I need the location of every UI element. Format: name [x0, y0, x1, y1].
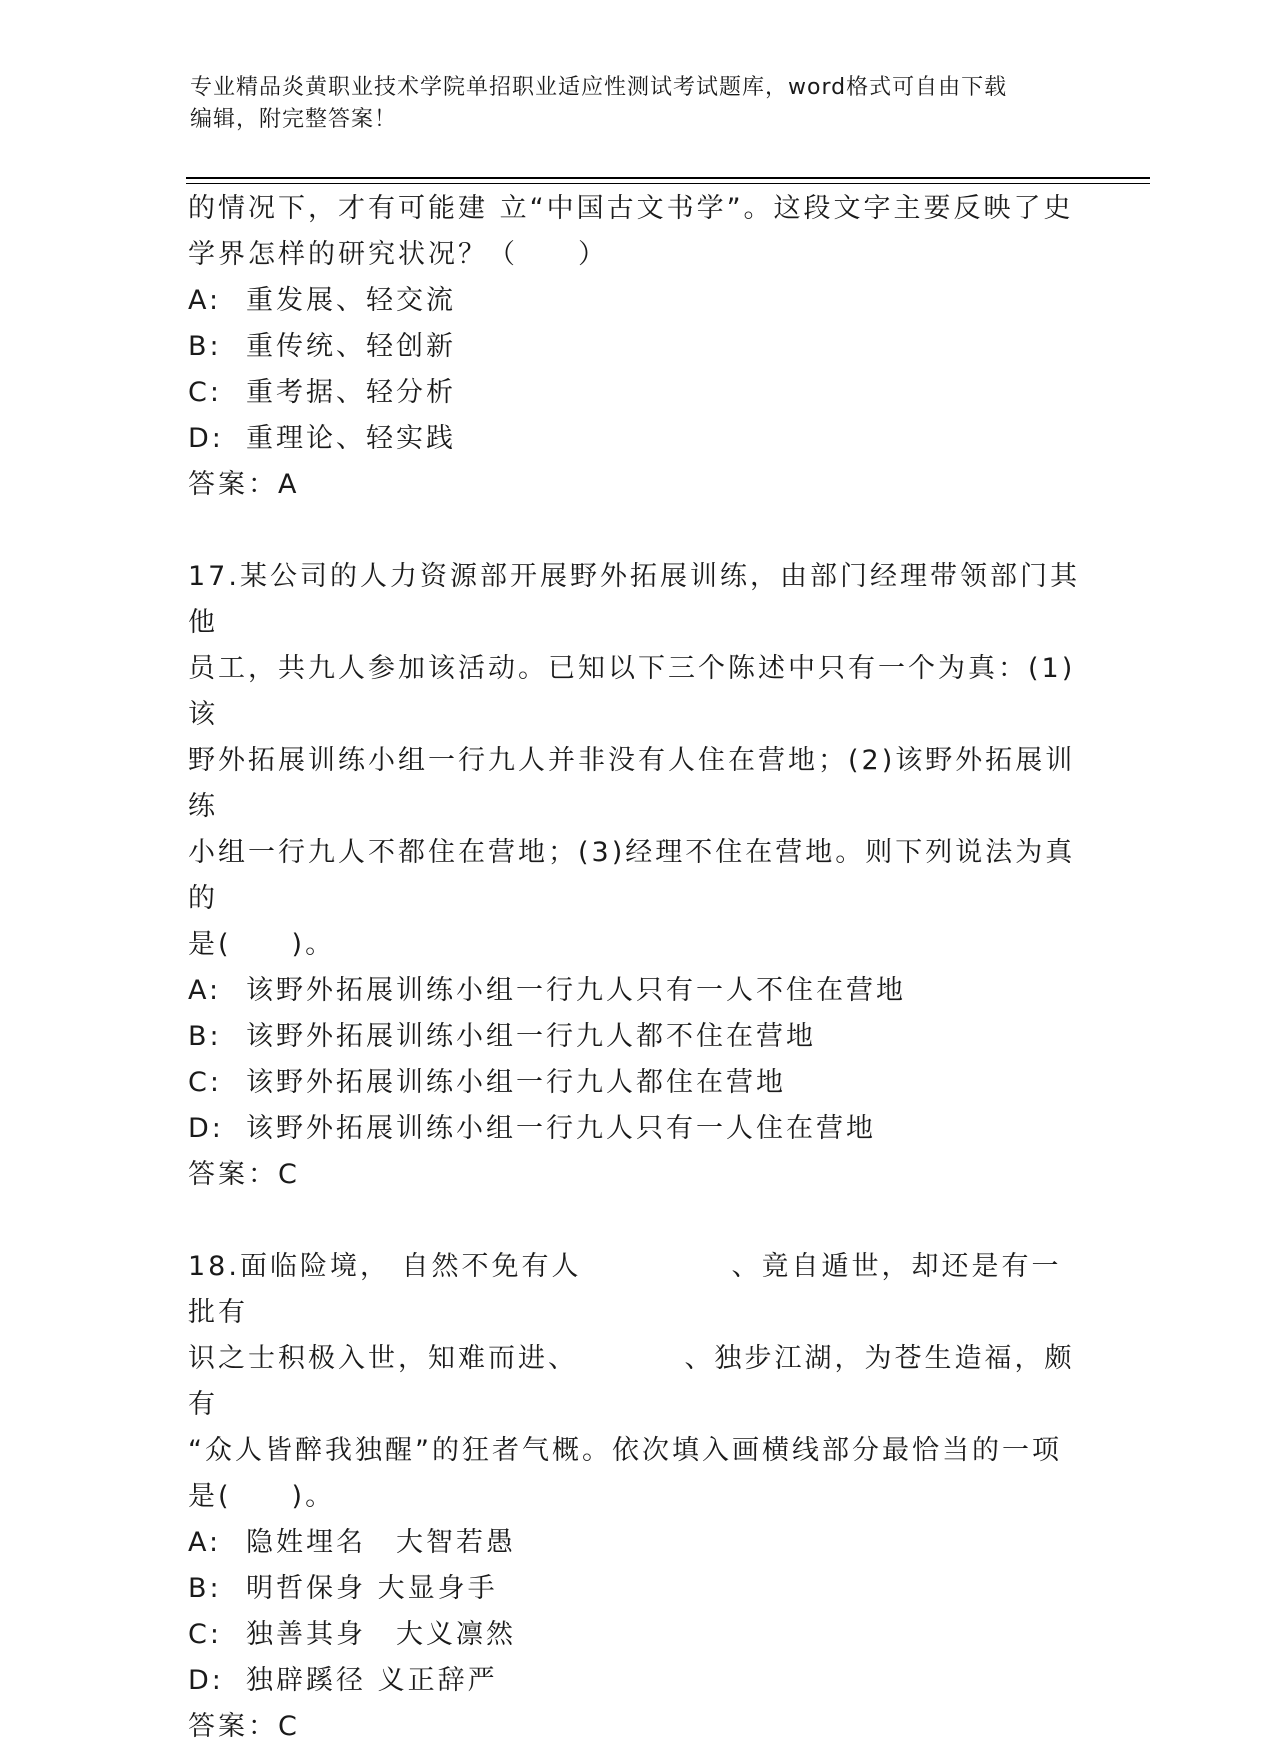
spacer	[188, 508, 1088, 554]
question-text-line: 员工，共九人参加该活动。已知以下三个陈述中只有一个为真：(1)该	[188, 653, 1076, 730]
option-c	[188, 370, 1088, 416]
option-text: 该野外拓展训练小组一行九人都住在营地	[246, 1067, 786, 1098]
option-a	[188, 968, 1088, 1014]
question-text-line: 野外拓展训练小组一行九人并非没有人住在营地；(2)该野外拓展训练	[188, 745, 1076, 822]
option-c	[188, 1060, 1088, 1106]
option-d	[188, 1658, 1088, 1704]
answer-line: 答案：A	[188, 469, 300, 500]
option-letter: A:	[188, 975, 222, 1006]
option-d	[188, 416, 1088, 462]
question-text-line: 的情况下，才有可能建 立“中国古文书学”。这段文字主要反映了史	[188, 193, 1074, 224]
option-a	[188, 278, 1088, 324]
option-text: 重传统、轻创新	[246, 331, 456, 362]
option-d	[188, 1106, 1088, 1152]
question-text-line: 是( )。	[188, 929, 336, 960]
option-letter: C:	[188, 1067, 222, 1098]
question-text-line: “众人皆醉我独醒”的狂者气概。依次填入画横线部分最恰当的一项	[188, 1435, 1062, 1466]
option-text: 独善其身 大义凛然	[246, 1619, 516, 1650]
option-letter: B:	[188, 331, 222, 362]
option-letter: B:	[188, 1573, 222, 1604]
header-divider-thick	[186, 177, 1150, 179]
header-line-2: 编辑，附完整答案！	[190, 107, 398, 132]
document-body	[188, 186, 1088, 1750]
question-text-line: 识之士积极入世，知难而进、 、独步江湖，为苍生造福，颇有	[188, 1343, 1075, 1420]
answer-line: 答案：C	[188, 1711, 300, 1742]
question-16	[188, 186, 1088, 508]
option-letter: D:	[188, 1665, 224, 1696]
option-letter: D:	[188, 423, 224, 454]
option-text: 重考据、轻分析	[246, 377, 456, 408]
option-letter: B:	[188, 1021, 222, 1052]
question-18	[188, 1244, 1088, 1750]
header-divider-thin	[186, 183, 1150, 184]
document-header	[190, 72, 1070, 136]
option-text: 该野外拓展训练小组一行九人都不住在营地	[246, 1021, 816, 1052]
option-text: 重发展、轻交流	[246, 285, 456, 316]
option-text: 该野外拓展训练小组一行九人只有一人住在营地	[246, 1113, 876, 1144]
option-b	[188, 324, 1088, 370]
question-text-line: 是( )。	[188, 1481, 336, 1512]
question-text-line: 学界怎样的研究状况？（ ）	[188, 239, 608, 270]
question-text-line: 17.某公司的人力资源部开展野外拓展训练，由部门经理带领部门其他	[188, 561, 1080, 638]
option-letter: A:	[188, 285, 222, 316]
question-17	[188, 554, 1088, 1198]
option-text: 隐姓埋名 大智若愚	[246, 1527, 516, 1558]
question-text-line: 18.面临险境， 自然不免有人 、竟自遁世，却还是有一批有	[188, 1251, 1062, 1328]
option-b	[188, 1566, 1088, 1612]
option-text: 独辟蹊径 义正辞严	[246, 1665, 498, 1696]
option-text: 明哲保身 大显身手	[246, 1573, 498, 1604]
option-c	[188, 1612, 1088, 1658]
spacer	[188, 1198, 1088, 1244]
option-letter: C:	[188, 377, 222, 408]
answer-line: 答案：C	[188, 1159, 300, 1190]
option-letter: A:	[188, 1527, 222, 1558]
option-text: 重理论、轻实践	[246, 423, 456, 454]
option-b	[188, 1014, 1088, 1060]
option-letter: C:	[188, 1619, 222, 1650]
option-text: 该野外拓展训练小组一行九人只有一人不住在营地	[246, 975, 906, 1006]
question-text-line: 小组一行九人不都住在营地；(3)经理不住在营地。则下列说法为真的	[188, 837, 1076, 914]
option-a	[188, 1520, 1088, 1566]
option-letter: D:	[188, 1113, 224, 1144]
header-line-1: 专业精品炎黄职业技术学院单招职业适应性测试考试题库，word格式可自由下载	[190, 75, 1008, 100]
